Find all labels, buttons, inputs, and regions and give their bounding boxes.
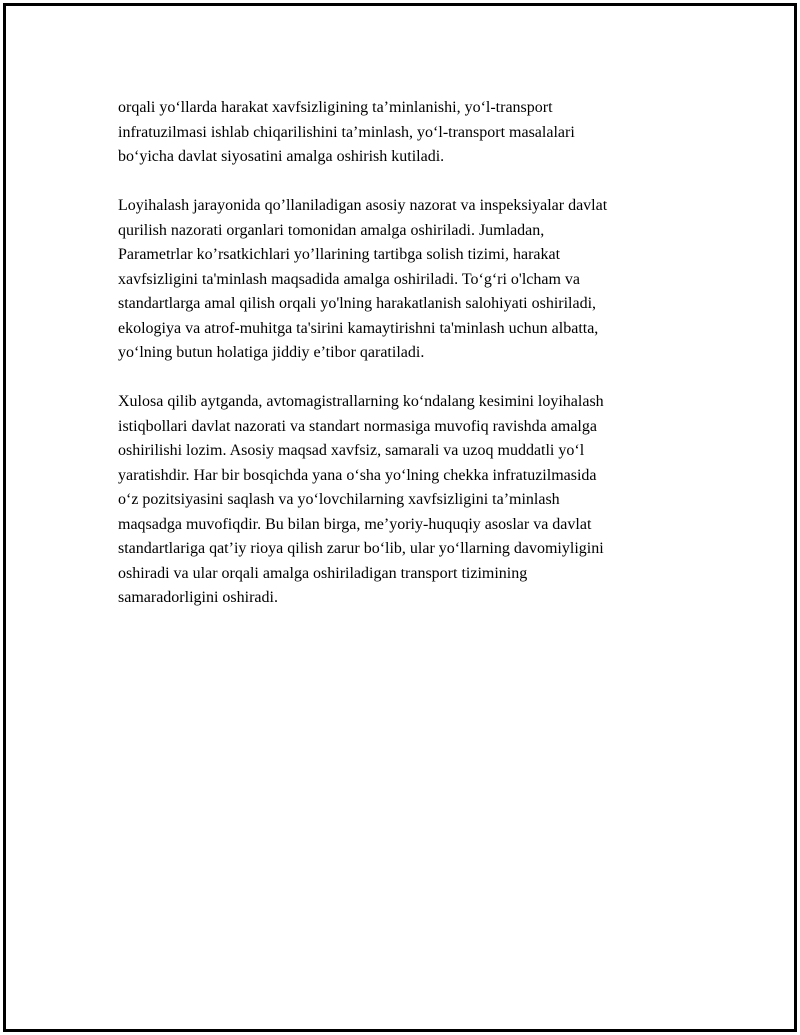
paragraph-conclusion: Xulosa qilib aytganda, avtomagistrallarning ko‘ndalang kesimini loyihalash istiqbollari davlat nazorati va standart normasiga muvofiq ravishda amalga oshirilishi lozim. Asosiy maqsad xavfsiz, samarali va uzoq muddatli yo‘l yaratishdir. Har bir bosqichda yana o‘sha yo‘lning chekka infratuzilmasida o‘z pozitsiyasini saqlash va yo‘lovchilarning xavfsizligini ta’minlash maqsadga muvofiqdir. Bu bilan birga, me’yoriy-huquqiy asoslar va davlat standartlariga qat’iy rioya qilish zarur bo‘lib, ular yo‘llarning davomiyligini oshiradi va ular orqali amalga oshiriladigan transport tizimining samaradorligini oshiradi. — [118, 393, 604, 606]
paragraph-road-safety: orqali yo‘llarda harakat xavfsizligining ta’minlanishi, yo‘l-transport infratuzilmasi ishlab chiqarilishini ta’minlash, yo‘l-transport masalalari bo‘yicha davlat siyosatini amalga oshirish kutiladi. — [118, 99, 575, 165]
paragraph-design-inspection: Loyihalash jarayonida qo’llaniladigan asosiy nazorat va inspeksiyalar davlat qurilish nazorati organlari tomonidan amalga oshiriladi. Jumladan, Parametrlar ko’rsatkichlari yo’llarining tartibga solish tizimi, harakat xavfsizligini ta'minlash maqsadida amalga oshiriladi. To‘g‘ri o'lcham va standartlarga amal qilish orqali yo'lning harakatlanish salohiyati oshiriladi, ekologiya va atrof-muhitga ta'sirini kamaytirishni ta'minlash uchun albatta, yo‘lning butun holatiga jiddiy e’tibor qaratiladi. — [118, 197, 608, 361]
document-body — [118, 96, 688, 635]
